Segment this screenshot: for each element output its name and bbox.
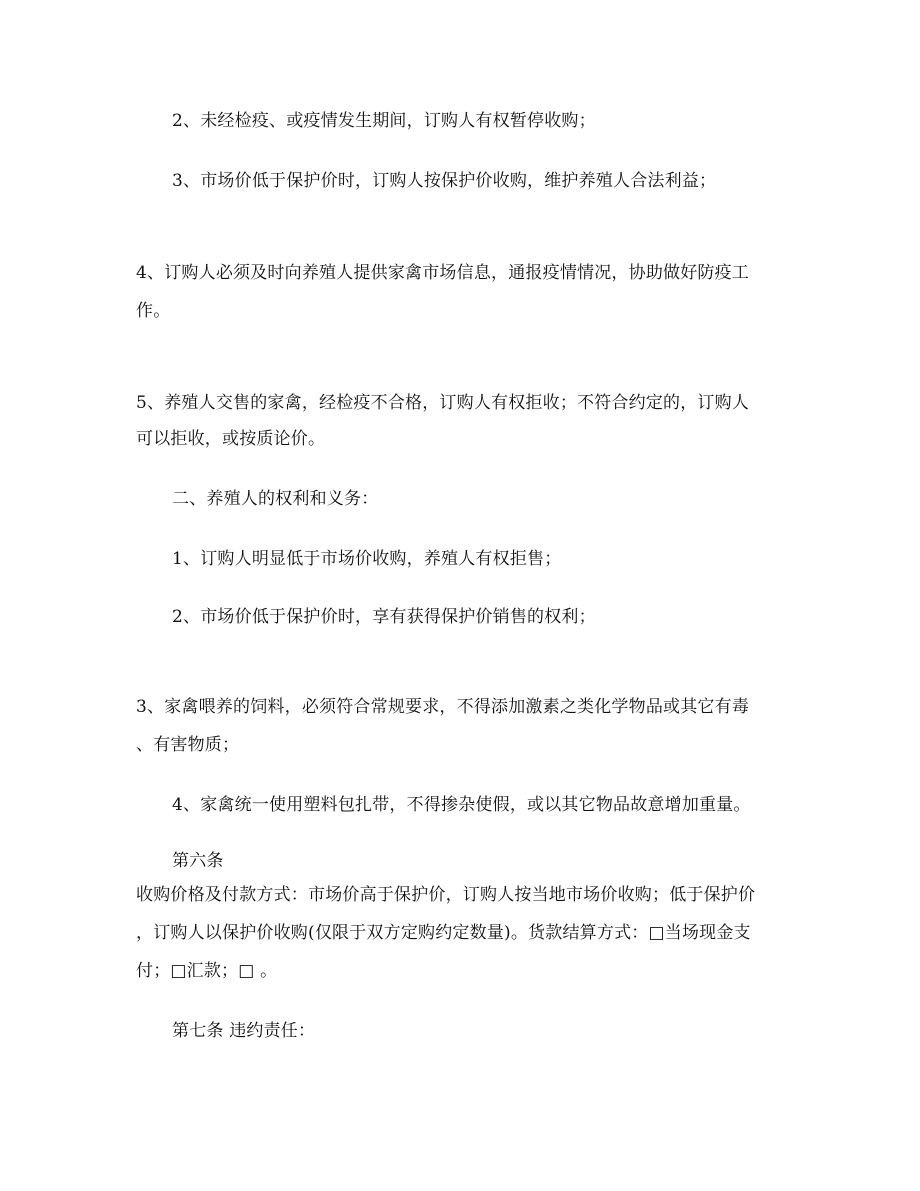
article-6-text-line2: ，订购人以保护价收购(仅限于双方定购约定数量)。货款结算方式：□当场现金支	[136, 923, 751, 943]
clause-5-2-4: 4、家禽统一使用塑料包扎带，不得掺杂使假，或以其它物品故意增加重量。	[172, 795, 751, 815]
article-6-text-line1: 收购价格及付款方式：市场价高于保护价，订购人按当地市场价收购；低于保护价	[136, 885, 756, 905]
clause-5-1-2: 2、未经检疫、或疫情发生期间，订购人有权暂停收购；	[172, 111, 596, 131]
section-heading-farmer-rights: 二、养殖人的权利和义务：	[172, 489, 379, 509]
article-7-heading: 第七条 违约责任：	[172, 1021, 316, 1041]
clause-5-1-4-line2: 作。	[136, 301, 171, 321]
clause-5-1-5-line2: 可以拒收，或按质论价。	[136, 429, 326, 449]
clause-5-2-3-line1: 3、家禽喂养的饲料，必须符合常规要求，不得添加激素之类化学物品或其它有毒	[136, 697, 750, 717]
clause-5-1-4-line1: 4、订购人必须及时向养殖人提供家禽市场信息，通报疫情情况，协助做好防疫工	[136, 263, 750, 283]
article-6-text-line3: 付；□汇款；□ 。	[136, 961, 278, 981]
clause-5-2-3-line2: 、有害物质；	[136, 735, 240, 755]
clause-5-2-2: 2、市场价低于保护价时，享有获得保护价销售的权利；	[172, 607, 596, 627]
article-6-heading: 第六条	[172, 851, 224, 871]
clause-5-1-5-line1: 5、养殖人交售的家禽，经检疫不合格，订购人有权拒收；不符合约定的，订购人	[136, 393, 750, 413]
clause-5-2-1: 1、订购人明显低于市场价收购，养殖人有权拒售；	[172, 549, 562, 569]
clause-5-1-3: 3、市场价低于保护价时，订购人按保护价收购，维护养殖人合法利益；	[172, 171, 717, 191]
